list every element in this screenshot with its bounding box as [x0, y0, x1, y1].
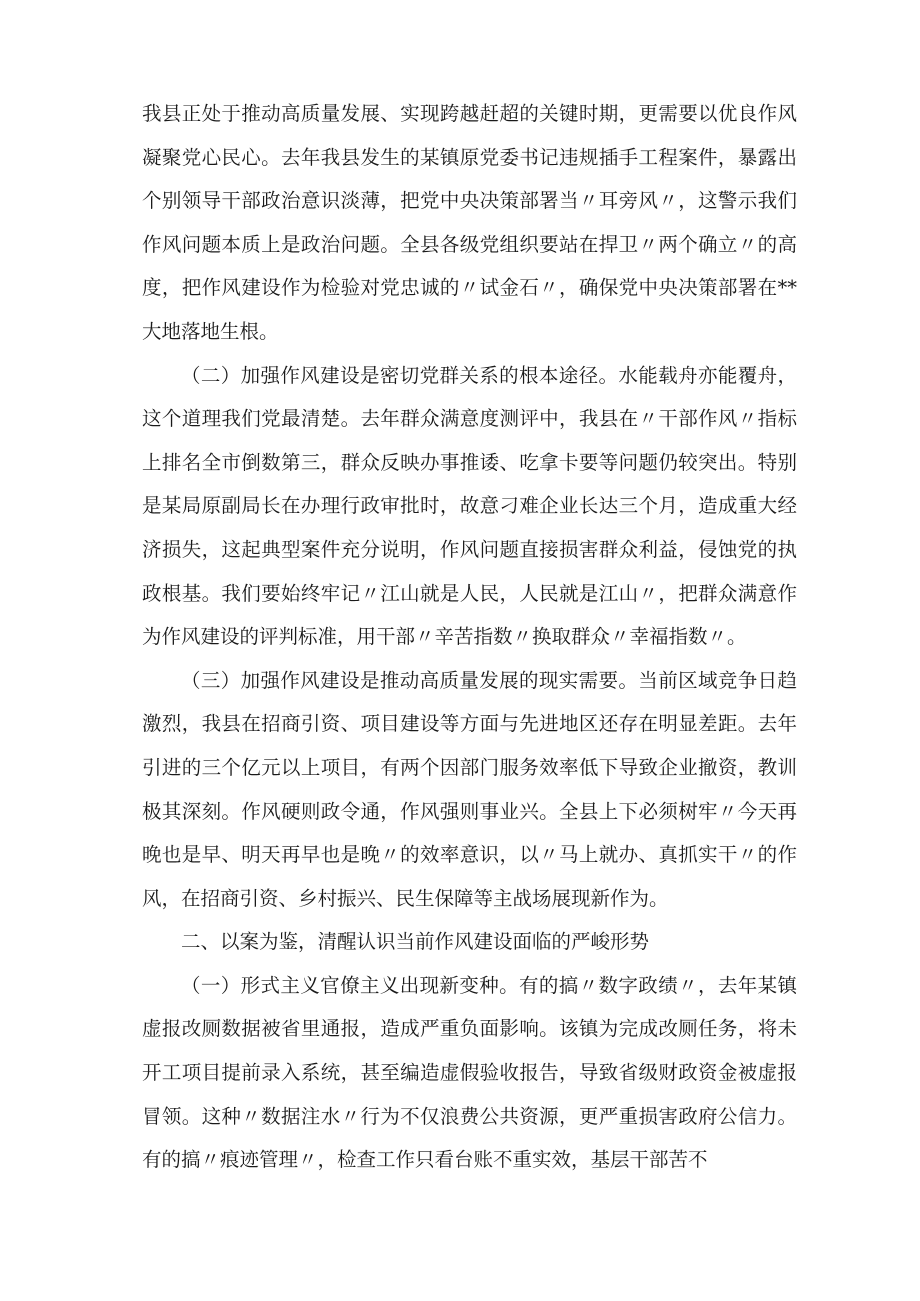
paragraph-3: （三）加强作风建设是推动高质量发展的现实需要。当前区域竞争日趋激烈，我县在招商引资、项目建设等方面与先进地区还存在明显差距。去年引进的三个亿元以上项目，有两个因部门服务效率低下导致企业撤资，教训极其深刻。作风硬则政令通，作风强则事业兴。全县上下必须树牢〃今天再晚也是早、明天再早也是晚〃的效率意识，以〃马上就办、真抓实干〃的作风，在招商引资、乡村振兴、民生保障等主战场展现新作为。 — [142, 668, 797, 910]
document-body — [142, 92, 797, 1182]
paragraph-2: （二）加强作风建设是密切党群关系的根本途径。水能载舟亦能覆舟，这个道理我们党最清楚。去年群众满意度测评中，我县在〃干部作风〃指标上排名全市倒数第三，群众反映办事推诿、吃拿卡要等问题仍较突出。特别是某局原副局长在办理行政审批时，故意刁难企业长达三个月，造成重大经济损失，这起典型案件充分说明，作风问题直接损害群众利益，侵蚀党的执政根基。我们要始终牢记〃江山就是人民，人民就是江山〃，把群众满意作为作风建设的评判标准，用干部〃辛苦指数〃换取群众〃幸福指数〃。 — [142, 363, 797, 649]
section-heading: 二、以案为鉴，清醒认识当前作风建设面临的严峻形势 — [181, 930, 650, 954]
paragraph-4: （一）形式主义官僚主义出现新变种。有的搞〃数字政绩〃，去年某镇虚报改厕数据被省里通报，造成严重负面影响。该镇为完成改厕任务，将未开工项目提前录入系统，甚至编造虚假验收报告，导致省级财政资金被虚报冒领。这种〃数据注水〃行为不仅浪费公共资源，更严重损害政府公信力。有的搞〃痕迹管理〃，检查工作只看台账不重实效，基层干部苦不 — [142, 973, 797, 1172]
paragraph-1: 我县正处于推动高质量发展、实现跨越赶超的关键时期，更需要以优良作风凝聚党心民心。去年我县发生的某镇原党委书记违规插手工程案件，暴露出个别领导干部政治意识淡薄，把党中央决策部署当〃耳旁风〃，这警示我们作风问题本质上是政治问题。全县各级党组织要站在捍卫〃两个确立〃的高度，把作风建设作为检验对党忠诚的〃试金石〃，确保党中央决策部署在**大地落地生根。 — [142, 102, 797, 343]
